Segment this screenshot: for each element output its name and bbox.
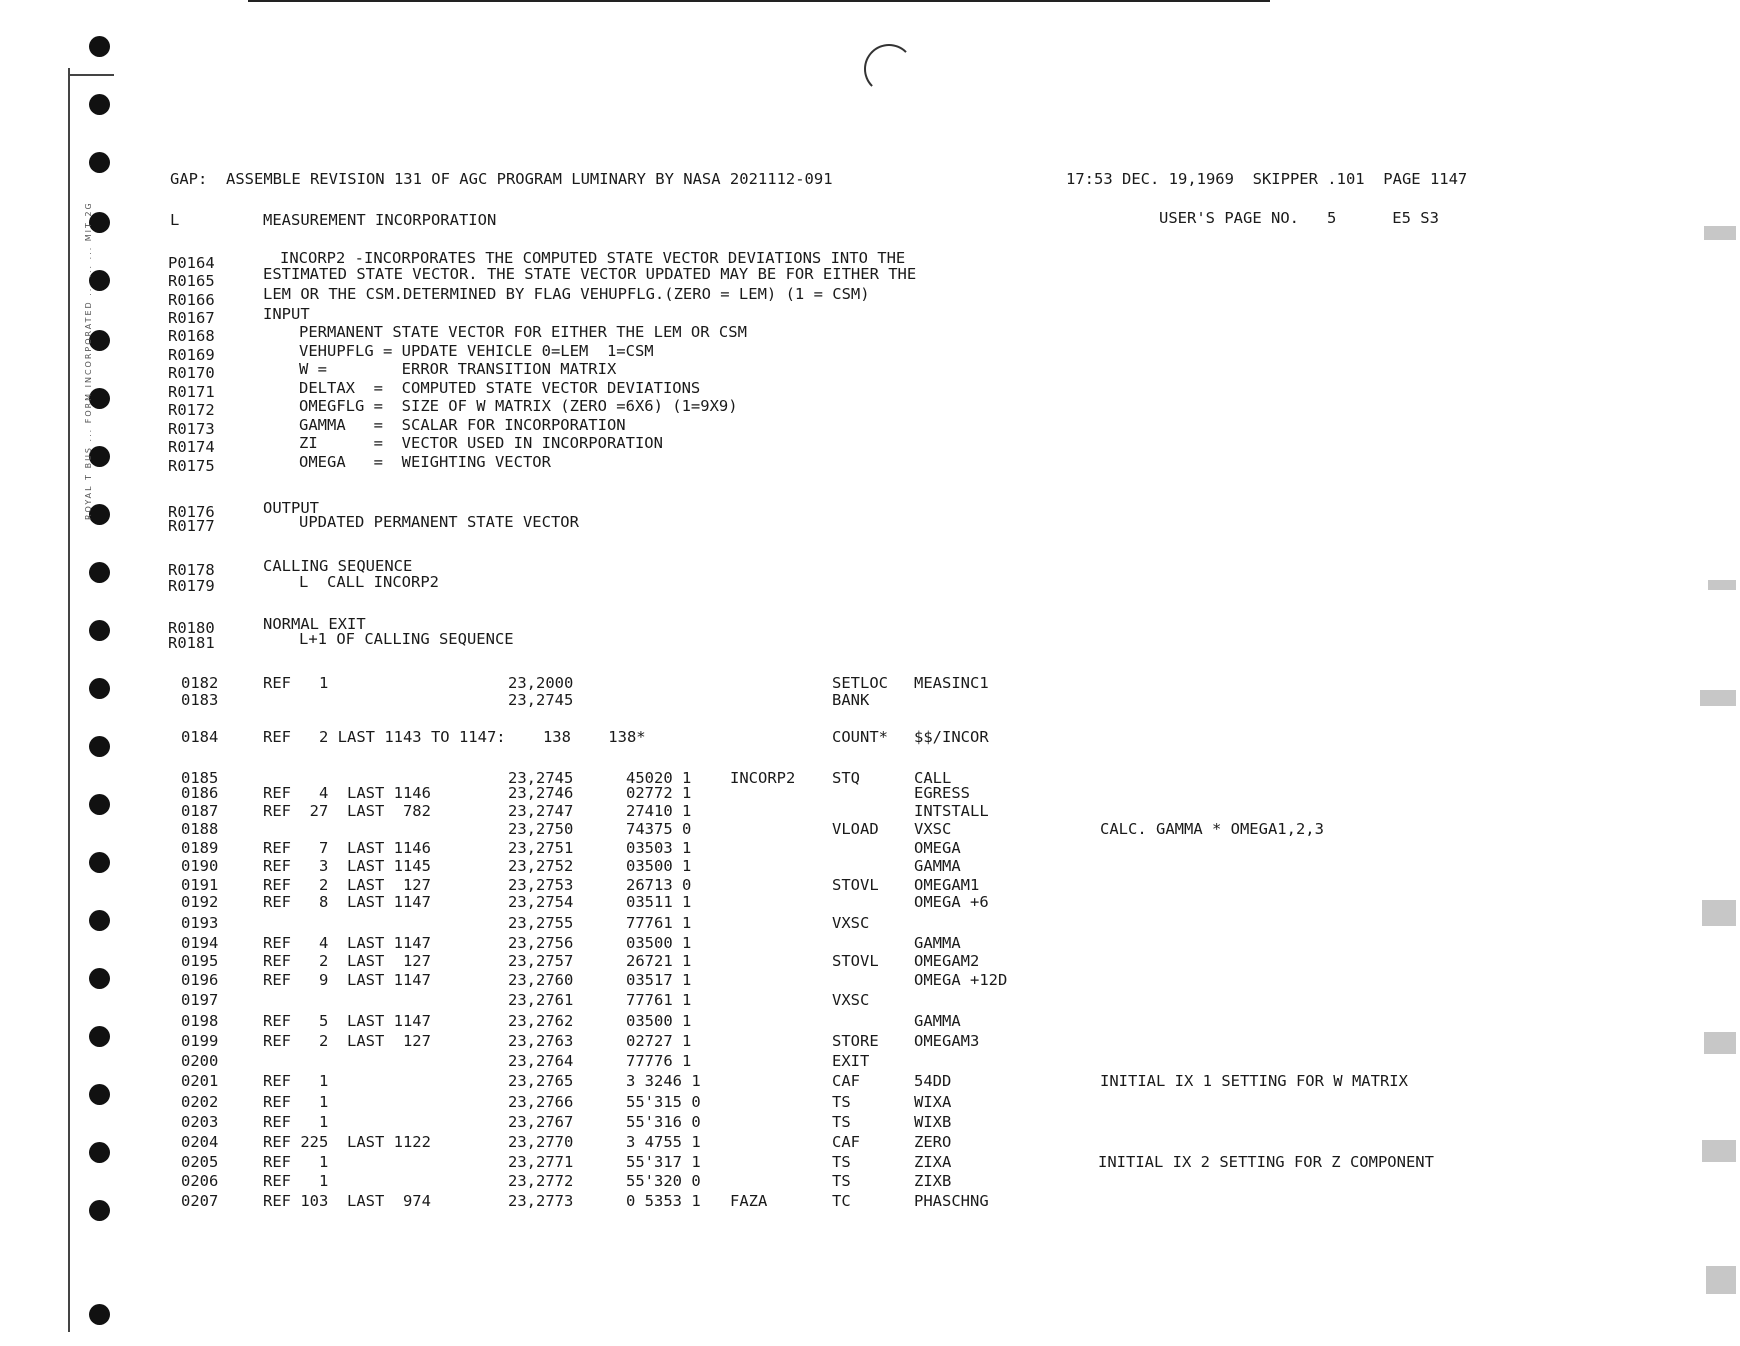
punch-hole <box>89 562 110 583</box>
code-op: STORE <box>832 1032 879 1050</box>
user-page-number: USER'S PAGE NO. 5 E5 S3 <box>1159 209 1439 227</box>
code-word: 55'320 0 <box>626 1172 701 1190</box>
code-addr: 23,2757 <box>508 952 574 970</box>
code-seq: 0203 <box>181 1113 219 1131</box>
code-op: STOVL <box>832 952 879 970</box>
code-addr: 23,2767 <box>508 1113 574 1131</box>
code-word: 55'315 0 <box>626 1093 701 1111</box>
code-ref: REF 1 <box>263 1153 329 1171</box>
top-rule <box>248 0 1270 2</box>
code-row <box>0 991 1740 1009</box>
code-operand: OMEGA +12D <box>914 971 1008 989</box>
comment-text: INPUT <box>263 305 310 323</box>
comment-seq: R0173 <box>168 420 215 438</box>
punch-hole <box>89 620 110 641</box>
code-ref: REF 27 LAST 782 <box>263 802 431 820</box>
section-level: L <box>170 211 180 229</box>
code-row <box>0 1153 1740 1171</box>
comment-text: GAMMA = SCALAR FOR INCORPORATION <box>299 416 626 434</box>
code-row <box>0 820 1740 838</box>
comment-text: ESTIMATED STATE VECTOR. THE STATE VECTOR UPDATED MAY BE FOR EITHER THE <box>263 265 917 283</box>
code-row <box>0 691 1740 709</box>
code-word: 45020 1 <box>626 769 692 787</box>
code-row <box>0 1012 1740 1030</box>
margin-tick <box>68 74 114 76</box>
code-op: VLOAD <box>832 820 879 838</box>
code-op: BANK <box>832 691 870 709</box>
code-ref: REF 1 <box>263 1072 329 1090</box>
code-addr: 23,2750 <box>508 820 574 838</box>
code-seq: 0194 <box>181 934 219 952</box>
code-row <box>0 728 1740 746</box>
code-operand: VXSC <box>914 820 952 838</box>
code-word: 02727 1 <box>626 1032 692 1050</box>
comment-seq: R0171 <box>168 383 215 401</box>
code-ref: REF 1 <box>263 1172 329 1190</box>
code-operand: OMEGA +6 <box>914 893 989 911</box>
code-word: 77761 1 <box>626 991 692 1009</box>
code-addr: 23,2745 <box>508 691 574 709</box>
comment-seq: R0167 <box>168 309 215 327</box>
code-ref: REF 225 LAST 1122 <box>263 1133 431 1151</box>
code-row <box>0 952 1740 970</box>
print-smudge <box>1708 580 1736 590</box>
code-addr: 23,2745 <box>508 769 574 787</box>
comment-seq: R0174 <box>168 438 215 456</box>
code-operand: ZIXA <box>914 1153 952 1171</box>
code-ref: REF 2 LAST 127 <box>263 1032 431 1050</box>
code-seq: 0192 <box>181 893 219 911</box>
code-seq: 0197 <box>181 991 219 1009</box>
comment-seq: R0168 <box>168 327 215 345</box>
code-operand: 54DD <box>914 1072 952 1090</box>
comment-seq: R0178 <box>168 561 215 579</box>
code-comment: INITIAL IX 1 SETTING FOR W MATRIX <box>1100 1072 1408 1090</box>
code-word: 55'316 0 <box>626 1113 701 1131</box>
comment-text: INCORP2 -INCORPORATES THE COMPUTED STATE VECTOR DEVIATIONS INTO THE <box>280 249 906 267</box>
code-word: 27410 1 <box>626 802 692 820</box>
comment-text: LEM OR THE CSM.DETERMINED BY FLAG VEHUPFLG.(ZERO = LEM) (1 = CSM) <box>263 285 870 303</box>
code-addr: 23,2764 <box>508 1052 574 1070</box>
code-label: INCORP2 <box>730 769 796 787</box>
code-addr: 23,2761 <box>508 991 574 1009</box>
code-ref: REF 5 LAST 1147 <box>263 1012 431 1030</box>
code-seq: 0205 <box>181 1153 219 1171</box>
code-ref: REF 2 LAST 127 <box>263 876 431 894</box>
code-ref: REF 1 <box>263 674 329 692</box>
margin-imprint: ROYAL T BUS ... FORM INCORPORATED ... ... ... MIT 2G <box>84 201 93 520</box>
pen-mark-arc <box>864 44 914 94</box>
code-row <box>0 934 1740 952</box>
code-word: 3 4755 1 <box>626 1133 701 1151</box>
comment-seq: R0180 <box>168 619 215 637</box>
comment-text: PERMANENT STATE VECTOR FOR EITHER THE LEM OR CSM <box>299 323 747 341</box>
code-seq: 0182 <box>181 674 219 692</box>
code-word: 03500 1 <box>626 857 692 875</box>
code-addr: 23,2762 <box>508 1012 574 1030</box>
code-ref: REF 4 LAST 1147 <box>263 934 431 952</box>
code-addr: 23,2752 <box>508 857 574 875</box>
code-row <box>0 876 1740 894</box>
code-seq: 0189 <box>181 839 219 857</box>
code-seq: 0196 <box>181 971 219 989</box>
comment-seq: R0181 <box>168 634 215 652</box>
code-seq: 0185 <box>181 769 219 787</box>
comment-seq: R0172 <box>168 401 215 419</box>
code-row <box>0 1113 1740 1131</box>
comment-seq: R0169 <box>168 346 215 364</box>
code-row <box>0 857 1740 875</box>
code-operand: OMEGAM3 <box>914 1032 980 1050</box>
code-word: 0 5353 1 <box>626 1192 701 1210</box>
code-addr: 23,2755 <box>508 914 574 932</box>
code-op: TS <box>832 1093 851 1111</box>
code-ref: REF 103 LAST 974 <box>263 1192 431 1210</box>
comment-seq: R0177 <box>168 517 215 535</box>
code-row <box>0 802 1740 820</box>
code-seq: 0206 <box>181 1172 219 1190</box>
code-row <box>0 971 1740 989</box>
code-ref: REF 3 LAST 1145 <box>263 857 431 875</box>
punch-hole <box>89 94 110 115</box>
code-word: 03503 1 <box>626 839 692 857</box>
code-seq: 0183 <box>181 691 219 709</box>
code-addr: 23,2753 <box>508 876 574 894</box>
code-addr: 23,2773 <box>508 1192 574 1210</box>
punch-hole <box>89 36 110 57</box>
code-row <box>0 893 1740 911</box>
code-word: 03500 1 <box>626 1012 692 1030</box>
header-right: 17:53 DEC. 19,1969 SKIPPER .101 PAGE 1147 <box>1066 170 1468 188</box>
code-comment: CALC. GAMMA * OMEGA1,2,3 <box>1100 820 1324 838</box>
punch-hole <box>89 1304 110 1325</box>
code-seq: 0199 <box>181 1032 219 1050</box>
code-operand: GAMMA <box>914 857 961 875</box>
code-word: 03511 1 <box>626 893 692 911</box>
code-seq: 0201 <box>181 1072 219 1090</box>
comment-seq: R0166 <box>168 291 215 309</box>
code-operand: OMEGAM1 <box>914 876 980 894</box>
code-addr: 23,2770 <box>508 1133 574 1151</box>
code-addr: 23,2763 <box>508 1032 574 1050</box>
code-op: STQ <box>832 769 860 787</box>
code-addr: 23,2766 <box>508 1093 574 1111</box>
comment-text: OUTPUT <box>263 499 319 517</box>
comment-text: ZI = VECTOR USED IN INCORPORATION <box>299 434 663 452</box>
code-addr: 23,2765 <box>508 1072 574 1090</box>
code-operand: INTSTALL <box>914 802 989 820</box>
section-title: MEASUREMENT INCORPORATION <box>263 211 497 229</box>
comment-seq: R0176 <box>168 503 215 521</box>
code-row <box>0 674 1740 692</box>
code-ref: REF 2 LAST 1143 TO 1147: 138 138* <box>263 728 646 746</box>
comment-seq: R0175 <box>168 457 215 475</box>
code-seq: 0200 <box>181 1052 219 1070</box>
comment-seq: R0170 <box>168 364 215 382</box>
code-row <box>0 1093 1740 1111</box>
code-word: 3 3246 1 <box>626 1072 701 1090</box>
code-addr: 23,2747 <box>508 802 574 820</box>
comment-text: VEHUPFLG = UPDATE VEHICLE 0=LEM 1=CSM <box>299 342 654 360</box>
code-word: 55'317 1 <box>626 1153 701 1171</box>
comment-text: UPDATED PERMANENT STATE VECTOR <box>299 513 579 531</box>
print-smudge <box>1706 1266 1736 1294</box>
code-seq: 0186 <box>181 784 219 802</box>
code-ref: REF 7 LAST 1146 <box>263 839 431 857</box>
code-row <box>0 914 1740 932</box>
code-word: 03500 1 <box>626 934 692 952</box>
code-addr: 23,2754 <box>508 893 574 911</box>
code-row <box>0 1192 1740 1210</box>
code-word: 03517 1 <box>626 971 692 989</box>
code-op: COUNT* <box>832 728 888 746</box>
code-operand: $$/INCOR <box>914 728 989 746</box>
code-seq: 0184 <box>181 728 219 746</box>
code-op: EXIT <box>832 1052 870 1070</box>
code-addr: 23,2760 <box>508 971 574 989</box>
code-row <box>0 1052 1740 1070</box>
code-addr: 23,2746 <box>508 784 574 802</box>
code-label: FAZA <box>730 1192 768 1210</box>
code-op: CAF <box>832 1072 860 1090</box>
code-addr: 23,2772 <box>508 1172 574 1190</box>
code-op: SETLOC <box>832 674 888 692</box>
print-smudge <box>1704 226 1736 240</box>
code-word: 74375 0 <box>626 820 692 838</box>
code-op: TS <box>832 1113 851 1131</box>
code-ref: REF 2 LAST 127 <box>263 952 431 970</box>
comment-text: L CALL INCORP2 <box>299 573 439 591</box>
code-operand: WIXB <box>914 1113 952 1131</box>
comment-text: CALLING SEQUENCE <box>263 557 413 575</box>
code-ref: REF 8 LAST 1147 <box>263 893 431 911</box>
code-seq: 0191 <box>181 876 219 894</box>
code-operand: ZERO <box>914 1133 952 1151</box>
code-ref: REF 9 LAST 1147 <box>263 971 431 989</box>
code-operand: PHASCHNG <box>914 1192 989 1210</box>
code-row <box>0 784 1740 802</box>
code-seq: 0202 <box>181 1093 219 1111</box>
comment-seq: P0164 <box>168 254 215 272</box>
code-seq: 0204 <box>181 1133 219 1151</box>
code-row <box>0 1032 1740 1050</box>
code-op: TS <box>832 1172 851 1190</box>
code-operand: WIXA <box>914 1093 952 1111</box>
comment-text: OMEGA = WEIGHTING VECTOR <box>299 453 551 471</box>
code-operand: GAMMA <box>914 934 961 952</box>
code-seq: 0188 <box>181 820 219 838</box>
code-operand: MEASINC1 <box>914 674 989 692</box>
code-ref: REF 1 <box>263 1113 329 1131</box>
code-operand: GAMMA <box>914 1012 961 1030</box>
code-row <box>0 1072 1740 1090</box>
code-operand: OMEGA <box>914 839 961 857</box>
code-op: TC <box>832 1192 851 1210</box>
code-addr: 23,2000 <box>508 674 574 692</box>
code-operand: CALL <box>914 769 952 787</box>
code-comment: INITIAL IX 2 SETTING FOR Z COMPONENT <box>1098 1153 1434 1171</box>
code-addr: 23,2771 <box>508 1153 574 1171</box>
code-seq: 0187 <box>181 802 219 820</box>
code-word: 26721 1 <box>626 952 692 970</box>
comment-text: NORMAL EXIT <box>263 615 366 633</box>
comment-text: OMEGFLG = SIZE OF W MATRIX (ZERO =6X6) (1=9X9) <box>299 397 738 415</box>
comment-seq: R0179 <box>168 577 215 595</box>
code-ref: REF 4 LAST 1146 <box>263 784 431 802</box>
code-op: CAF <box>832 1133 860 1151</box>
code-operand: EGRESS <box>914 784 970 802</box>
code-seq: 0198 <box>181 1012 219 1030</box>
code-op: VXSC <box>832 914 870 932</box>
code-row <box>0 1172 1740 1190</box>
code-seq: 0193 <box>181 914 219 932</box>
code-seq: 0207 <box>181 1192 219 1210</box>
code-word: 26713 0 <box>626 876 692 894</box>
code-op: STOVL <box>832 876 879 894</box>
code-operand: OMEGAM2 <box>914 952 980 970</box>
header-left: GAP: ASSEMBLE REVISION 131 OF AGC PROGRAM LUMINARY BY NASA 2021112-091 <box>170 170 833 188</box>
code-seq: 0190 <box>181 857 219 875</box>
code-addr: 23,2751 <box>508 839 574 857</box>
code-word: 77761 1 <box>626 914 692 932</box>
code-operand: ZIXB <box>914 1172 952 1190</box>
code-op: VXSC <box>832 991 870 1009</box>
code-word: 77776 1 <box>626 1052 692 1070</box>
code-ref: REF 1 <box>263 1093 329 1111</box>
comment-seq: R0165 <box>168 272 215 290</box>
code-seq: 0195 <box>181 952 219 970</box>
comment-text: DELTAX = COMPUTED STATE VECTOR DEVIATIONS <box>299 379 701 397</box>
comment-text: L+1 OF CALLING SEQUENCE <box>299 630 514 648</box>
code-word: 02772 1 <box>626 784 692 802</box>
code-op: TS <box>832 1153 851 1171</box>
comment-text: W = ERROR TRANSITION MATRIX <box>299 360 617 378</box>
code-row <box>0 1133 1740 1151</box>
code-row <box>0 839 1740 857</box>
code-addr: 23,2756 <box>508 934 574 952</box>
